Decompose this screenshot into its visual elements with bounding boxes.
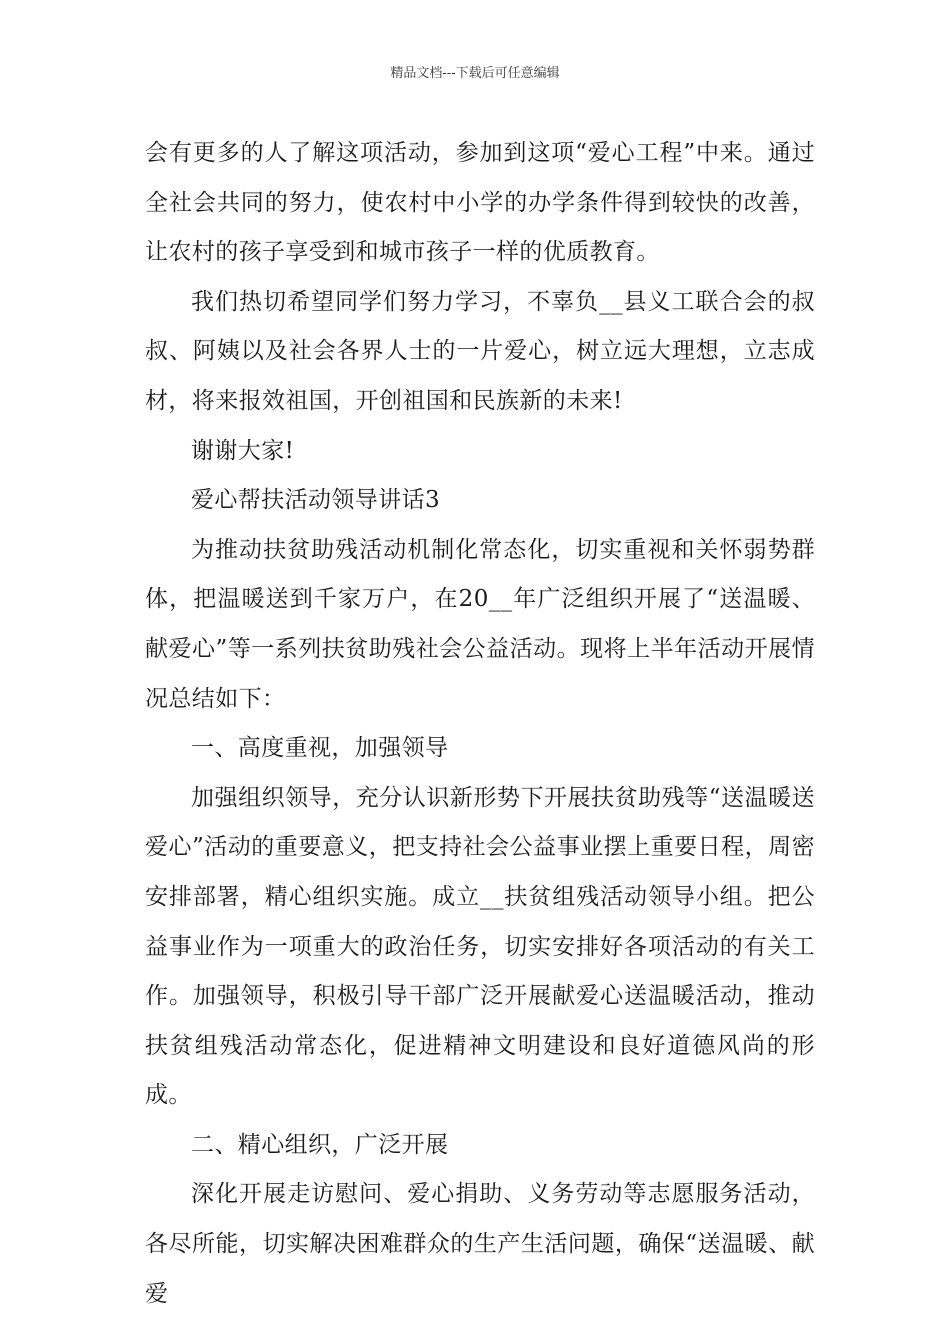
paragraph: 为推动扶贫助残活动机制化常态化，切实重视和关怀弱势群体，把温暖送到千家万户，在20__年广泛组织开展了“送温暖、献爱心”等一系列扶贫助残社会公益活动。现将上半年活动开展情况总结如下：	[145, 536, 815, 712]
paragraph: 谢谢大家!	[191, 437, 295, 464]
section-title: 爱心帮扶活动领导讲话3	[191, 487, 441, 514]
paragraph: 深化开展走访慰问、爱心捐助、义务劳动等志愿服务活动，各尽所能，切实解决困难群众的生产生活问题，确保“送温暖、献爱	[145, 1181, 815, 1307]
document-body	[145, 129, 815, 1319]
section-heading: 二、精心组织，广泛开展	[191, 1131, 449, 1158]
page-header: 精品文档---下载后可任意编辑	[390, 66, 560, 81]
paragraph: 会有更多的人了解这项活动，参加到这项“爱心工程”中来。通过全社会共同的努力，使农村中小学的办学条件得到较快的改善，让农村的孩子享受到和城市孩子一样的优质教育。	[145, 140, 815, 266]
paragraph: 我们热切希望同学们努力学习，不辜负__县义工联合会的叔叔、阿姨以及社会各界人士的一片爱心，树立远大理想，立志成材，将来报效祖国，开创祖国和民族新的未来!	[145, 288, 815, 414]
section-heading: 一、高度重视，加强领导	[191, 735, 449, 762]
paragraph: 加强组织领导，充分认识新形势下开展扶贫助残等“送温暖送爱心”活动的重要意义，把支持社会公益事业摆上重要日程，周密安排部署，精心组织实施。成立__扶贫组残活动领导小组。把公益事业作为一项重大的政治任务，切实安排好各项活动的有关工作。加强领导，积极引导干部广泛开展献爱心送温暖活动，推动扶贫组残活动常态化，促进精神文明建设和良好道德风尚的形成。	[145, 784, 815, 1109]
